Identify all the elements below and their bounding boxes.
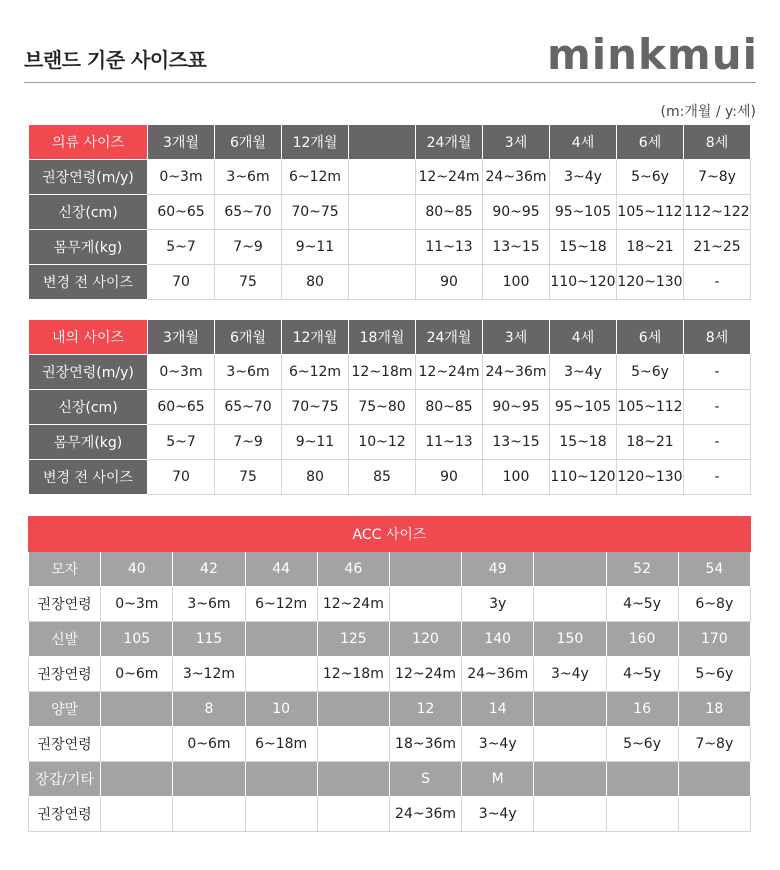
size-value-cell: 112~122 — [684, 195, 751, 230]
size-value-cell: 70~75 — [282, 390, 349, 425]
size-header-cell: 12개월 — [282, 125, 349, 160]
size-value-cell: 5~7 — [148, 230, 215, 265]
acc-age-row — [29, 727, 751, 762]
size-value-cell: 3~4y — [550, 160, 617, 195]
size-value-cell: - — [684, 460, 751, 495]
acc-age-row — [29, 657, 751, 692]
acc-category-cell: 장갑/기타 — [29, 762, 101, 797]
acc-category-cell: 신발 — [29, 622, 101, 657]
size-value-cell: 10~12 — [349, 425, 416, 460]
size-value-cell: - — [684, 355, 751, 390]
size-header-cell: 4세 — [550, 125, 617, 160]
row-label-cell: 몸무게(kg) — [29, 230, 148, 265]
size-value-cell: 110~120 — [550, 265, 617, 300]
size-value-cell: 75~80 — [349, 390, 416, 425]
acc-age-cell: 12~24m — [317, 587, 389, 622]
acc-size-row — [29, 622, 751, 657]
size-value-cell: 7~9 — [215, 230, 282, 265]
size-value-cell: 120~130 — [617, 265, 684, 300]
size-value-cell: 12~18m — [349, 355, 416, 390]
size-value-cell: 9~11 — [282, 230, 349, 265]
acc-size-cell: 115 — [173, 622, 245, 657]
unit-note: (m:개월 / y:세) — [660, 104, 756, 120]
clothing-header-row — [29, 125, 751, 160]
acc-size-cell: 44 — [245, 552, 317, 587]
row-label-cell: 변경 전 사이즈 — [29, 460, 148, 495]
size-value-cell: 65~70 — [215, 390, 282, 425]
size-value-cell: 60~65 — [148, 390, 215, 425]
size-value-cell: 95~105 — [550, 195, 617, 230]
acc-age-label-cell: 권장연령 — [29, 657, 101, 692]
size-value-cell — [349, 265, 416, 300]
size-value-cell: - — [684, 390, 751, 425]
acc-age-cell — [101, 727, 173, 762]
acc-size-cell — [534, 692, 606, 727]
acc-size-cell: 54 — [678, 552, 750, 587]
size-header-cell: 6개월 — [215, 125, 282, 160]
acc-age-cell — [173, 797, 245, 832]
acc-age-cell: 6~18m — [245, 727, 317, 762]
acc-age-cell: 12~24m — [389, 657, 461, 692]
size-value-cell: 100 — [483, 265, 550, 300]
size-value-cell: 7~9 — [215, 425, 282, 460]
acc-size-cell: 105 — [101, 622, 173, 657]
size-value-cell: 0~3m — [148, 355, 215, 390]
size-header-cell: 24개월 — [416, 320, 483, 355]
acc-size-table — [28, 516, 751, 832]
acc-age-cell — [534, 587, 606, 622]
table-row — [29, 425, 751, 460]
acc-age-cell — [389, 587, 461, 622]
size-value-cell: 12~24m — [416, 355, 483, 390]
acc-age-cell: 0~6m — [173, 727, 245, 762]
row-label-cell: 신장(cm) — [29, 390, 148, 425]
size-header-cell: 18개월 — [349, 320, 416, 355]
size-value-cell: 15~18 — [550, 230, 617, 265]
acc-size-row — [29, 692, 751, 727]
acc-size-cell: 8 — [173, 692, 245, 727]
size-value-cell: - — [684, 265, 751, 300]
size-value-cell: 90 — [416, 460, 483, 495]
brand-logo: minkmui — [546, 30, 758, 79]
size-value-cell: 80 — [282, 460, 349, 495]
acc-category-cell: 모자 — [29, 552, 101, 587]
acc-age-cell: 5~6y — [606, 727, 678, 762]
acc-size-cell: 150 — [534, 622, 606, 657]
underwear-title-cell: 내의 사이즈 — [29, 320, 148, 355]
size-value-cell: 90~95 — [483, 390, 550, 425]
acc-size-cell: 18 — [678, 692, 750, 727]
size-value-cell: 105~112 — [617, 195, 684, 230]
size-value-cell: 60~65 — [148, 195, 215, 230]
size-value-cell: 80~85 — [416, 195, 483, 230]
acc-age-cell: 24~36m — [462, 657, 534, 692]
size-value-cell: 18~21 — [617, 425, 684, 460]
size-value-cell: 15~18 — [550, 425, 617, 460]
size-value-cell: 95~105 — [550, 390, 617, 425]
size-value-cell: 24~36m — [483, 160, 550, 195]
size-value-cell: 80 — [282, 265, 349, 300]
acc-size-cell: 40 — [101, 552, 173, 587]
acc-age-cell — [534, 727, 606, 762]
acc-size-cell — [534, 762, 606, 797]
acc-age-cell — [245, 797, 317, 832]
size-value-cell: 6~12m — [282, 355, 349, 390]
acc-age-cell: 3y — [462, 587, 534, 622]
acc-size-row — [29, 762, 751, 797]
acc-age-cell: 6~12m — [245, 587, 317, 622]
title-divider — [24, 82, 756, 83]
size-value-cell: 90 — [416, 265, 483, 300]
table-row — [29, 160, 751, 195]
size-value-cell — [349, 195, 416, 230]
acc-size-cell — [245, 762, 317, 797]
acc-category-cell: 양말 — [29, 692, 101, 727]
size-value-cell — [349, 160, 416, 195]
size-header-cell: 3세 — [483, 125, 550, 160]
size-value-cell: 90~95 — [483, 195, 550, 230]
acc-age-cell: 3~6m — [173, 587, 245, 622]
acc-age-cell — [245, 657, 317, 692]
acc-age-row — [29, 797, 751, 832]
acc-size-cell: 120 — [389, 622, 461, 657]
size-value-cell: 3~6m — [215, 160, 282, 195]
table-row — [29, 195, 751, 230]
acc-size-cell: 170 — [678, 622, 750, 657]
acc-age-cell: 0~3m — [101, 587, 173, 622]
acc-size-cell — [173, 762, 245, 797]
size-value-cell: 0~3m — [148, 160, 215, 195]
size-value-cell: 21~25 — [684, 230, 751, 265]
acc-size-cell: 49 — [462, 552, 534, 587]
acc-age-label-cell: 권장연령 — [29, 797, 101, 832]
acc-age-cell: 18~36m — [389, 727, 461, 762]
size-header-cell: 24개월 — [416, 125, 483, 160]
acc-size-cell — [534, 552, 606, 587]
acc-size-cell: 160 — [606, 622, 678, 657]
acc-age-cell — [317, 727, 389, 762]
size-header-cell: 8세 — [684, 320, 751, 355]
size-value-cell: 75 — [215, 265, 282, 300]
row-label-cell: 권장연령(m/y) — [29, 355, 148, 390]
size-value-cell: 85 — [349, 460, 416, 495]
acc-age-cell: 3~12m — [173, 657, 245, 692]
acc-age-cell: 3~4y — [462, 727, 534, 762]
size-value-cell: 12~24m — [416, 160, 483, 195]
size-value-cell: 11~13 — [416, 425, 483, 460]
size-header-cell: 6개월 — [215, 320, 282, 355]
size-header-cell: 6세 — [617, 125, 684, 160]
acc-title-cell: ACC 사이즈 — [29, 517, 751, 552]
acc-age-cell: 3~4y — [534, 657, 606, 692]
acc-age-cell — [101, 797, 173, 832]
size-header-cell — [349, 125, 416, 160]
acc-age-label-cell: 권장연령 — [29, 727, 101, 762]
size-value-cell: 9~11 — [282, 425, 349, 460]
acc-size-cell — [606, 762, 678, 797]
acc-age-cell — [534, 797, 606, 832]
row-label-cell: 권장연령(m/y) — [29, 160, 148, 195]
row-label-cell: 몸무게(kg) — [29, 425, 148, 460]
size-value-cell: 13~15 — [483, 425, 550, 460]
size-header-cell: 3개월 — [148, 125, 215, 160]
table-row — [29, 265, 751, 300]
size-value-cell: 3~6m — [215, 355, 282, 390]
size-value-cell: 100 — [483, 460, 550, 495]
acc-size-cell — [101, 692, 173, 727]
size-value-cell: 70 — [148, 265, 215, 300]
table-row — [29, 230, 751, 265]
size-value-cell: 70~75 — [282, 195, 349, 230]
acc-age-cell — [606, 797, 678, 832]
size-header-cell: 3세 — [483, 320, 550, 355]
size-value-cell: 110~120 — [550, 460, 617, 495]
acc-size-cell: S — [389, 762, 461, 797]
acc-age-cell — [317, 797, 389, 832]
size-header-cell: 12개월 — [282, 320, 349, 355]
acc-size-cell — [678, 762, 750, 797]
size-value-cell: 18~21 — [617, 230, 684, 265]
acc-size-cell — [101, 762, 173, 797]
acc-age-cell: 3~4y — [462, 797, 534, 832]
acc-age-cell: 4~5y — [606, 657, 678, 692]
acc-size-cell — [317, 692, 389, 727]
row-label-cell: 신장(cm) — [29, 195, 148, 230]
acc-size-cell: 12 — [389, 692, 461, 727]
size-value-cell: 24~36m — [483, 355, 550, 390]
table-row — [29, 355, 751, 390]
size-header-cell: 4세 — [550, 320, 617, 355]
acc-size-cell: 46 — [317, 552, 389, 587]
acc-age-cell: 5~6y — [678, 657, 750, 692]
table-row — [29, 390, 751, 425]
size-value-cell: 65~70 — [215, 195, 282, 230]
acc-size-cell: 10 — [245, 692, 317, 727]
acc-size-cell: 42 — [173, 552, 245, 587]
acc-age-cell: 6~8y — [678, 587, 750, 622]
acc-age-row — [29, 587, 751, 622]
size-header-cell: 3개월 — [148, 320, 215, 355]
acc-size-row — [29, 552, 751, 587]
table-row — [29, 460, 751, 495]
acc-age-cell: 24~36m — [389, 797, 461, 832]
acc-size-cell: 140 — [462, 622, 534, 657]
clothing-size-table — [28, 124, 751, 300]
acc-size-cell: 16 — [606, 692, 678, 727]
size-value-cell: 70 — [148, 460, 215, 495]
size-value-cell: 5~6y — [617, 160, 684, 195]
acc-size-cell: 14 — [462, 692, 534, 727]
underwear-header-row — [29, 320, 751, 355]
acc-age-cell: 7~8y — [678, 727, 750, 762]
size-value-cell: 5~7 — [148, 425, 215, 460]
row-label-cell: 변경 전 사이즈 — [29, 265, 148, 300]
acc-age-cell — [678, 797, 750, 832]
acc-size-cell — [245, 622, 317, 657]
size-header-cell: 6세 — [617, 320, 684, 355]
acc-size-cell — [317, 762, 389, 797]
size-value-cell: 105~112 — [617, 390, 684, 425]
acc-age-cell: 0~6m — [101, 657, 173, 692]
acc-age-cell: 4~5y — [606, 587, 678, 622]
acc-age-label-cell: 권장연령 — [29, 587, 101, 622]
size-value-cell: - — [684, 425, 751, 460]
size-value-cell: 11~13 — [416, 230, 483, 265]
size-value-cell — [349, 230, 416, 265]
size-value-cell: 80~85 — [416, 390, 483, 425]
acc-size-cell: M — [462, 762, 534, 797]
acc-size-cell — [389, 552, 461, 587]
size-value-cell: 7~8y — [684, 160, 751, 195]
size-value-cell: 5~6y — [617, 355, 684, 390]
size-value-cell: 13~15 — [483, 230, 550, 265]
size-header-cell: 8세 — [684, 125, 751, 160]
page-title: 브랜드 기준 사이즈표 — [24, 48, 207, 72]
acc-size-cell: 52 — [606, 552, 678, 587]
acc-size-cell: 125 — [317, 622, 389, 657]
size-value-cell: 6~12m — [282, 160, 349, 195]
clothing-title-cell: 의류 사이즈 — [29, 125, 148, 160]
underwear-size-table — [28, 319, 751, 495]
size-value-cell: 3~4y — [550, 355, 617, 390]
acc-age-cell: 12~18m — [317, 657, 389, 692]
size-value-cell: 120~130 — [617, 460, 684, 495]
size-value-cell: 75 — [215, 460, 282, 495]
acc-title-row — [29, 517, 751, 552]
